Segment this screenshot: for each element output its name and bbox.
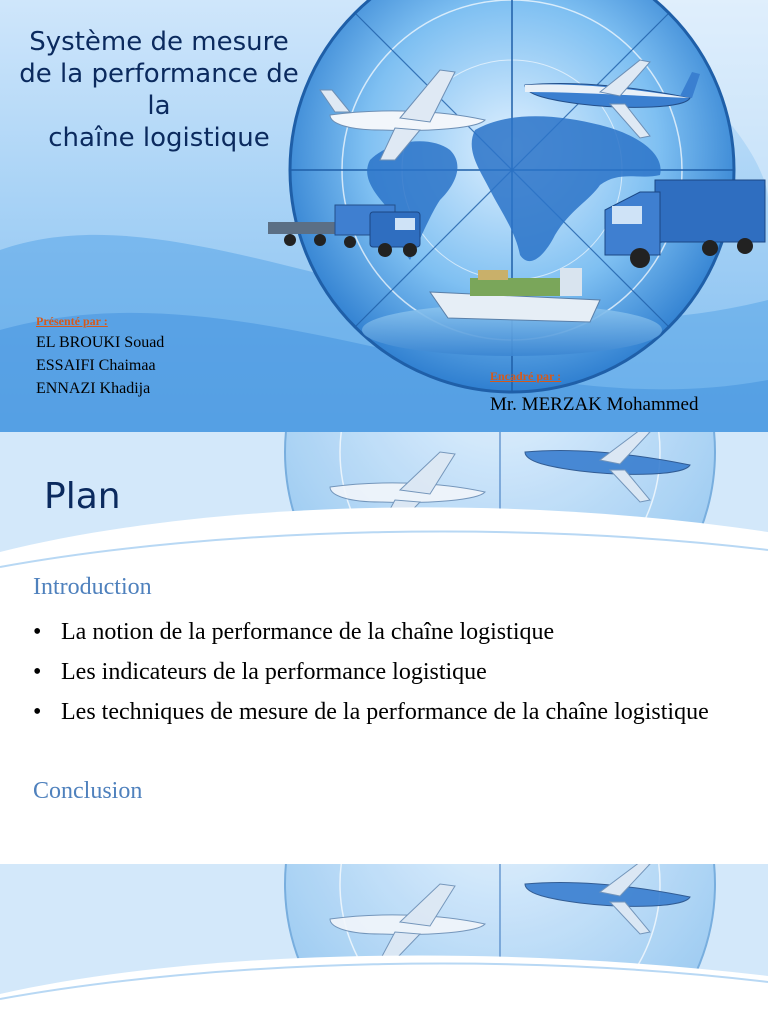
presenter-name: ESSAIFI Chaimaa — [36, 357, 156, 374]
list-item — [33, 656, 733, 688]
title-line: Système de mesure — [29, 27, 289, 57]
bullet-glyph: • — [33, 619, 42, 645]
presenters-list — [36, 331, 164, 400]
conclusion-heading: Conclusion — [33, 778, 143, 804]
next-slide-preview — [0, 864, 768, 1024]
bullet-glyph: • — [33, 659, 42, 685]
list-item — [33, 616, 733, 648]
list-item — [33, 696, 733, 728]
title-slide — [0, 0, 768, 432]
presenter-name: EL BROUKI Souad — [36, 334, 165, 351]
presentation-title — [0, 26, 318, 154]
presenter-name: ENNAZI Khadija — [36, 380, 151, 397]
presented-by-label: Présenté par : — [36, 314, 108, 328]
list-item-text: Les techniques de mesure de la performance de la chaîne logistique — [61, 699, 709, 725]
list-item-text: Les indicateurs de la performance logistique — [61, 659, 487, 685]
title-line: de la performance de — [19, 59, 299, 89]
supervisor-name: Mr. MERZAK Mohammed — [490, 394, 699, 415]
title-line: la — [147, 91, 171, 121]
plan-bullet-list — [33, 616, 733, 736]
header-illustration — [0, 864, 768, 1024]
introduction-heading: Introduction — [33, 574, 152, 600]
bullet-glyph: • — [33, 699, 42, 725]
title-line: chaîne logistique — [48, 123, 270, 153]
plan-slide — [0, 432, 768, 864]
supervised-by-label: Encadré par : — [490, 369, 562, 383]
slide-title: Plan — [44, 476, 121, 517]
list-item-text: La notion de la performance de la chaîne logistique — [61, 619, 555, 645]
